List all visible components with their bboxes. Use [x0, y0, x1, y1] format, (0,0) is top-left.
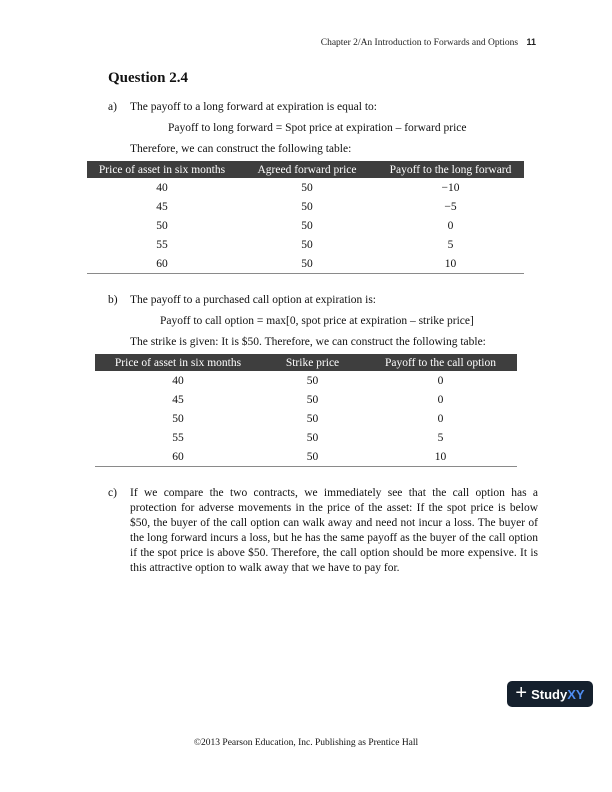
part-c-paragraph: [108, 486, 538, 575]
table-cell: 50: [172, 412, 184, 425]
table-cell: 40: [172, 374, 184, 387]
table-cell: 5: [447, 238, 454, 251]
plus-icon: +: [515, 682, 528, 704]
copyright-footer: ©2013 Pearson Education, Inc. Publishing as Prentice Hall: [193, 738, 419, 748]
part-c-text: If we compare the two contracts, we immediately see that the call option has a protection for adverse movements in the price of the asset: If the spot price is below $50, the buyer of the call option can walk away and need not incur a loss. The buyer of the long forward incurs a loss, but he has the same payoff as the buyer of the call option if the spot price is above $50. Therefore, the call option should be more expensive. It is this attractive option to walk away that we have to pay for.: [130, 487, 538, 574]
badge-word-xy: XY: [567, 686, 585, 702]
part-c-letter: c): [108, 487, 117, 499]
table-row: [87, 197, 524, 216]
table-cell: 45: [156, 200, 168, 213]
table-row: [87, 216, 524, 235]
studyxy-badge: [507, 681, 593, 707]
part-a-lead: Therefore, we can construct the following table:: [130, 143, 352, 155]
table-header-row: [95, 354, 517, 371]
table-cell: 10: [364, 447, 517, 467]
table-cell: 50: [237, 254, 377, 274]
table-cell: 50: [301, 238, 313, 251]
question-title: Question 2.4: [108, 70, 189, 86]
part-a-intro-line: [108, 101, 377, 113]
table-cell: 50: [306, 374, 319, 387]
column-header: Payoff to the call option: [364, 354, 517, 371]
table-cell: 60: [95, 447, 261, 467]
part-b-letter: b): [108, 294, 118, 306]
table-cell: 0: [437, 393, 444, 406]
column-header: Strike price: [261, 354, 364, 371]
badge-word-study: Study: [531, 686, 568, 702]
table-cell: −10: [441, 181, 460, 194]
table-row: [95, 390, 517, 409]
part-b-formula: Payoff to call option = max[0, spot price at expiration – strike price]: [160, 315, 474, 327]
part-a-formula: Payoff to long forward = Spot price at expiration – forward price: [168, 122, 467, 134]
column-header: Price of asset in six months: [95, 354, 261, 371]
table-cell: 50: [261, 447, 364, 467]
table-row: [95, 409, 517, 428]
table-row: [87, 254, 524, 274]
part-b-intro-line: [108, 294, 376, 306]
table-cell: 5: [437, 431, 444, 444]
part-a-letter: a): [108, 101, 117, 113]
page-number: 11: [526, 37, 536, 47]
table-cell: 10: [377, 254, 524, 274]
table-row: [87, 178, 524, 197]
table-cell: 50: [306, 431, 319, 444]
table-cell: 0: [447, 219, 454, 232]
column-header: Payoff to the long forward: [377, 161, 524, 178]
table-cell: 50: [301, 200, 313, 213]
table-cell: 55: [172, 431, 184, 444]
table-row: [95, 428, 517, 447]
table-cell: 0: [437, 412, 444, 425]
table-cell: 40: [156, 181, 168, 194]
table-row: [95, 447, 517, 467]
table-cell: 50: [156, 219, 168, 232]
running-header: [321, 37, 536, 48]
table-cell: 55: [156, 238, 168, 251]
table-cell: 50: [306, 412, 319, 425]
table-cell: 45: [172, 393, 184, 406]
table-cell: 50: [306, 393, 319, 406]
table-cell: 60: [87, 254, 237, 274]
forward-payoff-table: [87, 161, 524, 274]
column-header: Agreed forward price: [237, 161, 377, 178]
table-cell: 0: [437, 374, 444, 387]
running-title: Chapter 2/An Introduction to Forwards and Options: [320, 38, 519, 48]
part-b-lead: The strike is given: It is $50. Therefore, we can construct the following table:: [130, 336, 486, 348]
table-cell: 50: [301, 219, 313, 232]
part-a-intro: The payoff to a long forward at expiration is equal to:: [130, 101, 377, 113]
call-payoff-table: [95, 354, 517, 467]
table-header-row: [87, 161, 524, 178]
table-row: [87, 235, 524, 254]
table-cell: −5: [444, 200, 457, 213]
table-row: [95, 371, 517, 390]
column-header: Price of asset in six months: [87, 161, 237, 178]
part-b-intro: The payoff to a purchased call option at expiration is:: [130, 294, 377, 306]
table-cell: 50: [301, 181, 313, 194]
